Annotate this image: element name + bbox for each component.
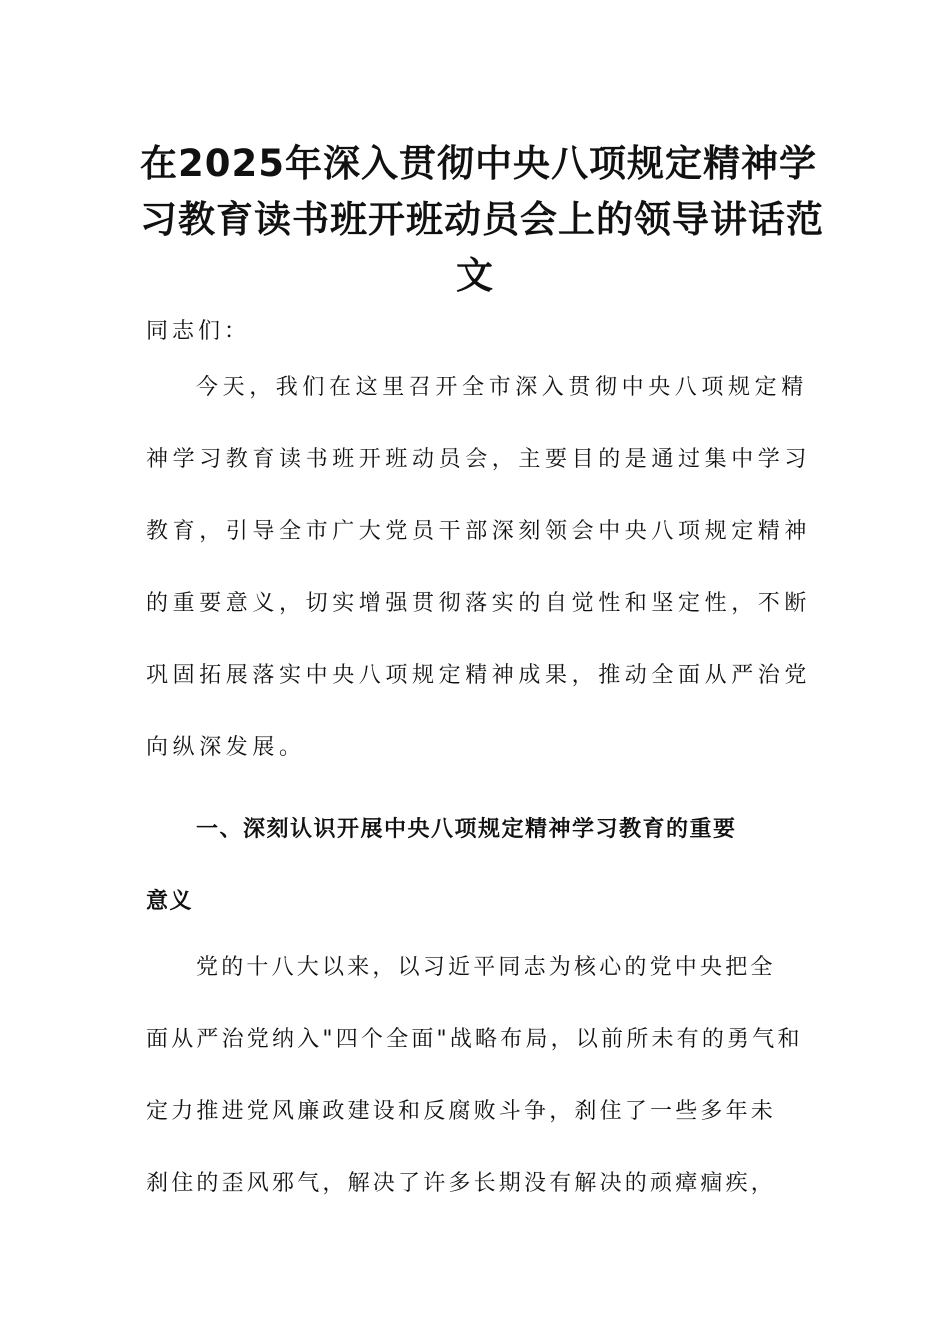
greeting-text: 同志们： [146, 319, 251, 344]
paragraph-line: 面从严治党纳入"四个全面"战略布局，以前所未有的勇气和 [146, 1027, 803, 1052]
heading-line: 一、深刻认识开展中央八项规定精神学习教育的重要 [196, 817, 737, 842]
title-line: 习教育读书班开班动员会上的领导讲话范 [140, 198, 824, 241]
paragraph-line: 向纵深发展。 [146, 735, 306, 760]
paragraph-line: 党的十八大以来，以习近平同志为核心的党中央把全 [196, 955, 776, 980]
document-title [140, 136, 824, 304]
paragraph-line: 定力推进党风廉政建设和反腐败斗争，刹住了一些多年未 [146, 1099, 777, 1124]
paragraph-line: 的重要意义，切实增强贯彻落实的自觉性和坚定性，不断 [146, 591, 812, 616]
paragraph-line: 教育，引导全市广大党员干部深刻领会中央八项规定精神 [146, 519, 812, 544]
heading-line: 意义 [146, 889, 194, 914]
paragraph-section-1 [146, 946, 816, 1234]
paragraph-line: 神学习教育读书班开班动员会，主要目的是通过集中学习 [146, 447, 812, 472]
paragraph-line: 刹住的歪风邪气，解决了许多长期没有解决的顽瘴痼疾， [146, 1171, 777, 1196]
paragraph-line: 巩固拓展落实中央八项规定精神成果，推动全面从严治党 [146, 663, 812, 688]
section-heading-1 [146, 808, 816, 952]
paragraph-intro [146, 366, 816, 798]
title-line: 文 [456, 254, 494, 297]
title-line: 在2025年深入贯彻中央八项规定精神学 [140, 142, 817, 185]
paragraph-line: 今天，我们在这里召开全市深入贯彻中央八项规定精 [196, 375, 808, 400]
